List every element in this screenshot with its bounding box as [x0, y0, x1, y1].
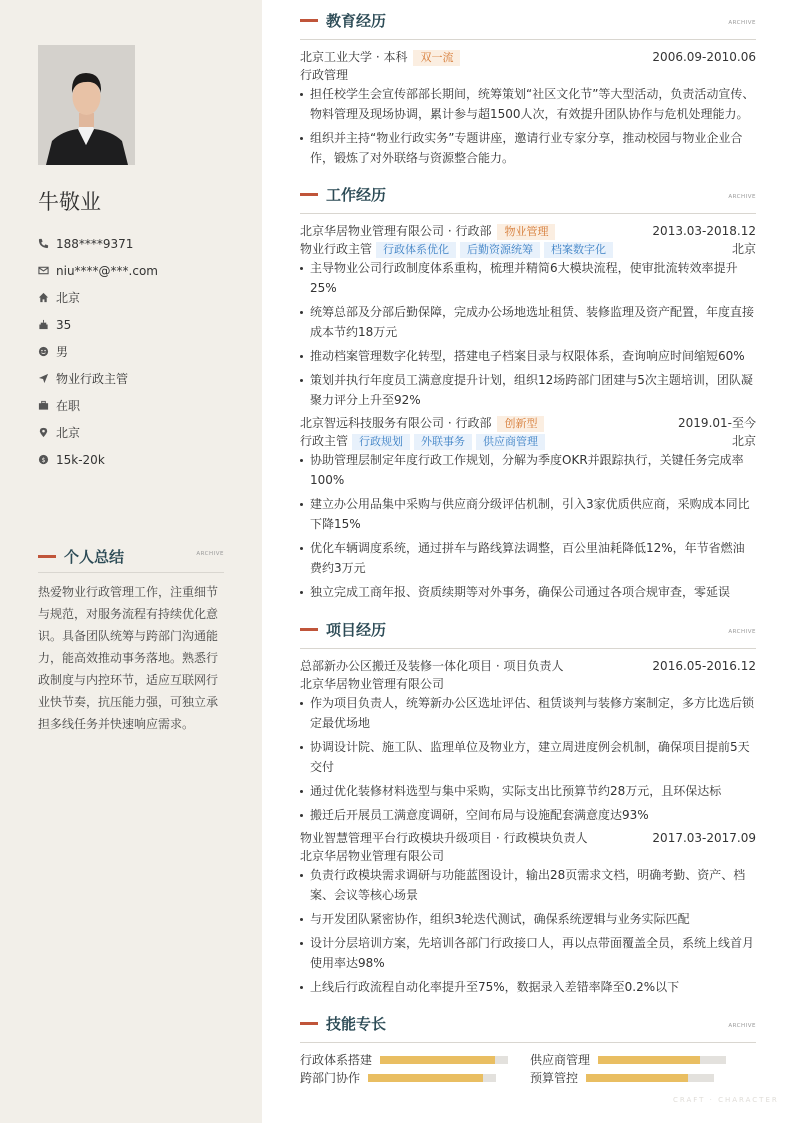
info-phone: [38, 230, 158, 257]
skill-bar-track: [368, 1074, 496, 1082]
info-email: [38, 257, 158, 284]
skill-tag: 行政规划: [352, 434, 410, 450]
list-item: 协助管理层制定年度行政工作规划，分解为季度OKR并跟踪执行，关键任务完成率100%: [300, 450, 756, 490]
watermark: CRAFT · CHARACTER: [673, 1096, 779, 1104]
school-tag: 双一流: [413, 50, 460, 66]
cake-icon: [38, 319, 49, 330]
project-bullets: [300, 865, 756, 1001]
profile-photo: [38, 45, 135, 165]
major-text: 行政管理: [300, 68, 349, 82]
job-period: 2013.03-2018.12: [652, 224, 756, 238]
project-company-text: 北京华居物业管理有限公司: [300, 677, 445, 691]
home-icon: [38, 292, 49, 303]
info-city: [38, 284, 158, 311]
work-section-header: [300, 184, 756, 214]
list-item: 推动档案管理数字化转型，搭建电子档案目录与权限体系，查询响应时间缩短60%: [300, 346, 756, 366]
info-status: [38, 392, 158, 419]
job-header-row: [300, 222, 756, 240]
project-name: 物业智慧管理平台行政模块升级项目 · 行政模块负责人: [300, 831, 588, 845]
candidate-name: 牛敬业: [38, 190, 101, 214]
title-accent-bar: [300, 628, 318, 631]
skill-name: 预算管控: [530, 1071, 579, 1085]
project-name: 总部新办公区搬迁及装修一体化项目 · 项目负责人: [300, 659, 564, 673]
skill-item: [530, 1051, 726, 1069]
title-accent-bar: [300, 19, 318, 22]
skill-name: 行政体系搭建: [300, 1053, 373, 1067]
info-text: 15k-20k: [56, 452, 105, 467]
project-bullets: [300, 693, 756, 829]
list-item: 优化车辆调度系统，通过拼车与路线算法调整，百公里油耗降低12%，年节省燃油费约3万元: [300, 538, 756, 578]
list-item: 负责行政模块需求调研与功能蓝图设计，输出28页需求文档，明确考勤、资产、档案、会议等核心场景: [300, 865, 756, 905]
title-accent-bar: [300, 1022, 318, 1025]
project-company: [300, 675, 756, 693]
skill-bar-fill: [586, 1074, 688, 1082]
job-role-row: [300, 432, 756, 450]
phone-icon: [38, 238, 49, 249]
contact-info-list: [38, 230, 158, 473]
info-gender: [38, 338, 158, 365]
info-text: 35: [56, 317, 72, 332]
education-section-header: [300, 10, 756, 40]
education-major: [300, 66, 756, 84]
mail-icon: [38, 265, 49, 276]
skills-title: 技能专长: [326, 1015, 387, 1033]
project-header-row: [300, 829, 756, 847]
info-text: niu****@***.com: [56, 263, 158, 278]
info-text: 物业行政主管: [56, 372, 129, 386]
info-age: [38, 311, 158, 338]
skill-bar-track: [380, 1056, 508, 1064]
list-item: 主导物业公司行政制度体系重构，梳理并精简6大模块流程，使审批流转效率提升25%: [300, 258, 756, 298]
company-tag: 物业管理: [497, 224, 555, 240]
sidebar: [0, 0, 262, 1123]
list-item: 担任校学生会宣传部部长期间，统筹策划“社区文化节”等大型活动，负责活动宣传、物料管理及现场协调，累计参与超1500人次，有效提升团队协作与危机处理能力。: [300, 84, 756, 124]
list-item: 上线后行政流程自动化率提升至75%，数据录入差错率降至0.2%以下: [300, 977, 756, 997]
summary-title: 个人总结: [64, 548, 125, 566]
education-header-row: [300, 48, 756, 66]
send-icon: [38, 373, 49, 384]
list-item: 独立完成工商年报、资质续期等对外事务，确保公司通过各项合规审查，零延误: [300, 582, 756, 602]
info-text: 188****9371: [56, 236, 134, 251]
education-period: 2006.09-2010.06: [652, 50, 756, 64]
job-bullets: [300, 258, 756, 414]
skills-section-header: [300, 1013, 756, 1043]
title-accent-bar: [300, 193, 318, 196]
project-company: [300, 847, 756, 865]
list-item: 统筹总部及分部后勤保障，完成办公场地选址租赁、装修监理及资产配置，年度直接成本节约18万元: [300, 302, 756, 342]
skill-item: [300, 1069, 496, 1087]
list-item: 通过优化装修材料选型与集中采购，实际支出比预算节约28万元，且环保达标: [300, 781, 756, 801]
education-bullets: [300, 84, 756, 172]
skill-tag: 供应商管理: [476, 434, 545, 450]
list-item: 策划并执行年度员工满意度提升计划，组织12场跨部门团建与5次主题培训，团队凝聚力评分上升至92%: [300, 370, 756, 410]
project-header-row: [300, 657, 756, 675]
skill-name: 跨部门协作: [300, 1071, 361, 1085]
skill-tag: 外联事务: [414, 434, 472, 450]
archive-label: ARCHIVE: [728, 629, 756, 635]
location-pin-icon: [38, 427, 49, 438]
project-period: 2017.03-2017.09: [652, 831, 756, 845]
skill-name: 供应商管理: [530, 1053, 591, 1067]
list-item: 组织并主持“物业行政实务”专题讲座，邀请行业专家分享，推动校园与物业企业合作，锻炼了对外联络与资源整合能力。: [300, 128, 756, 168]
company-name: 北京智远科技服务有限公司 · 行政部: [300, 416, 492, 430]
job-role: 物业行政主管: [300, 242, 373, 256]
info-text: 男: [56, 345, 69, 359]
education-title: 教育经历: [326, 12, 387, 30]
skill-tag: 后勤资源统筹: [460, 242, 540, 258]
summary-section-header: [38, 546, 224, 573]
info-salary: [38, 446, 158, 473]
list-item: 搬迁后开展员工满意度调研，空间布局与设施配套满意度达93%: [300, 805, 756, 825]
job-header-row: [300, 414, 756, 432]
skill-bar-fill: [380, 1056, 495, 1064]
work-title: 工作经历: [326, 186, 387, 204]
company-name: 北京华居物业管理有限公司 · 行政部: [300, 224, 492, 238]
avatar-image: [38, 45, 135, 165]
list-item: 与开发团队紧密协作，组织3轮迭代测试，确保系统逻辑与业务实际匹配: [300, 909, 756, 929]
list-item: 协调设计院、施工队、监理单位及物业方，建立周进度例会机制，确保项目提前5天交付: [300, 737, 756, 777]
list-item: 作为项目负责人，统筹新办公区选址评估、租赁谈判与装修方案制定，多方比选后锁定最优场地: [300, 693, 756, 733]
info-position: [38, 365, 158, 392]
list-item: 设计分层培训方案，先培训各部门行政接口人，再以点带面覆盖全员，系统上线首月使用率达98%: [300, 933, 756, 973]
job-period: 2019.01-至今: [678, 416, 756, 430]
projects-title: 项目经历: [326, 621, 387, 639]
info-text: 在职: [56, 399, 81, 413]
info-text: 北京: [56, 291, 81, 305]
project-company-text: 北京华居物业管理有限公司: [300, 849, 445, 863]
job-city: 北京: [731, 242, 756, 256]
skill-bar-track: [586, 1074, 714, 1082]
list-item: 建立办公用品集中采购与供应商分级评估机制，引入3家优质供应商，采购成本同比下降15%: [300, 494, 756, 534]
skill-bar-track: [598, 1056, 726, 1064]
job-city: 北京: [731, 434, 756, 448]
skill-bar-fill: [368, 1074, 483, 1082]
archive-label: ARCHIVE: [196, 551, 224, 557]
info-location: [38, 419, 158, 446]
job-bullets: [300, 450, 756, 606]
skill-tag: 档案数字化: [544, 242, 613, 258]
company-tag: 创新型: [497, 416, 544, 432]
gender-icon: [38, 346, 49, 357]
archive-label: ARCHIVE: [728, 1023, 756, 1029]
archive-label: ARCHIVE: [728, 20, 756, 26]
title-accent-bar: [38, 555, 56, 558]
job-role-row: [300, 240, 756, 258]
school-name: 北京工业大学 · 本科: [300, 50, 408, 64]
job-role: 行政主管: [300, 434, 349, 448]
skill-bar-fill: [598, 1056, 700, 1064]
project-period: 2016.05-2016.12: [652, 659, 756, 673]
skill-tag: 行政体系优化: [376, 242, 456, 258]
salary-icon: [38, 454, 49, 465]
archive-label: ARCHIVE: [728, 194, 756, 200]
skill-item: [530, 1069, 714, 1087]
summary-text: 热爱物业行政管理工作，注重细节与规范，对服务流程有持续优化意识。具备团队统筹与跨部门沟通能力，能高效推动事务落地。熟悉行政制度与内控环节，适应互联网行业快节奏，抗压能力强，可独立承担多线任务并快速响应需求。: [38, 585, 219, 731]
briefcase-icon: [38, 400, 49, 411]
skill-item: [300, 1051, 508, 1069]
projects-section-header: [300, 619, 756, 649]
svg-text:$: $: [41, 455, 46, 464]
info-text: 北京: [56, 426, 81, 440]
